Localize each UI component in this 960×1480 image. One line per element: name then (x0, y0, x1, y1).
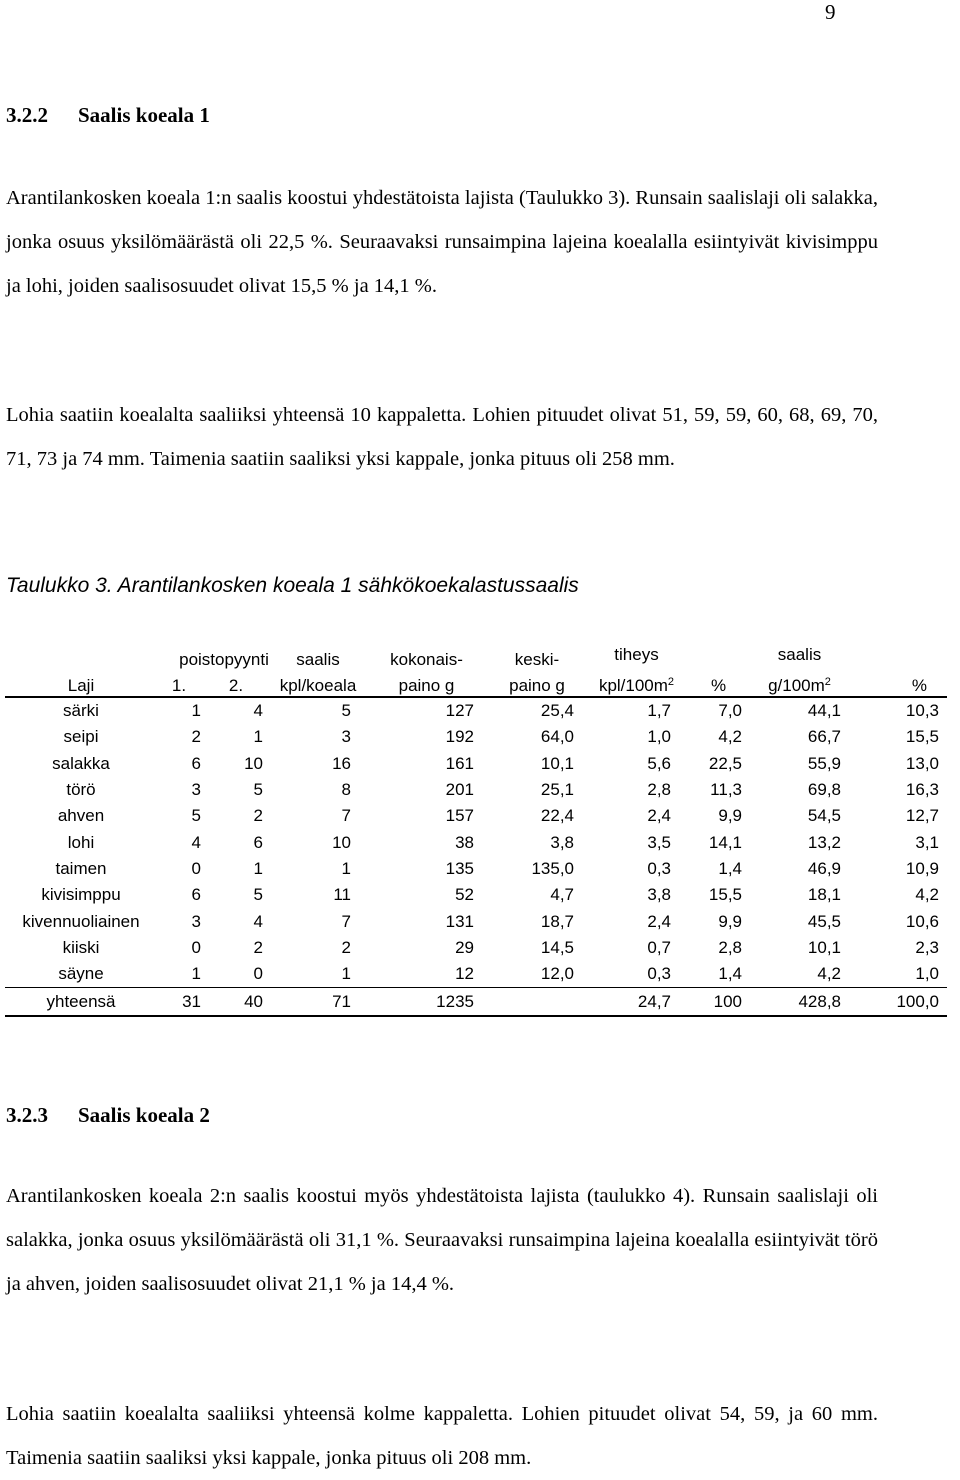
value-cell: 4,2 (817, 964, 841, 984)
value-cell: 3,8 (647, 885, 671, 905)
value-cell: 54,5 (807, 806, 841, 826)
value-cell: 3,5 (647, 832, 671, 852)
species-cell: särki (63, 701, 99, 721)
header-cell: poistopyynti (179, 650, 269, 669)
value-cell: 428,8 (750, 988, 849, 1017)
paragraph: Lohia saatiin koealalta saaliiksi yhteensä 10 kappaletta. Lohien pituudet olivat 51, 59, 59, 60, 68, 69, 70, 71, 73 ja 74 mm. Taimenia saatiin saaliksi yksi kappale, jonka pituus oli 258 mm. (6, 404, 878, 470)
section-number: 3.2.3 (6, 1103, 48, 1127)
value-cell: 11 (333, 885, 351, 905)
value-cell: 1 (253, 727, 263, 747)
value-cell: 0 (191, 937, 201, 957)
value-cell: 18,1 (807, 885, 841, 905)
header-cell: kpl/$100m^2$ (586, 670, 687, 697)
table-row (5, 697, 947, 724)
value-cell: 9,9 (718, 911, 742, 931)
value-cell: 0,7 (647, 937, 671, 957)
value-cell: 13,2 (807, 832, 841, 852)
header-cell (849, 640, 947, 670)
value-cell: 1,7 (647, 701, 671, 721)
value-cell: 16 (332, 753, 351, 773)
value-cell: 100,0 (849, 988, 947, 1017)
value-cell: 7,0 (718, 701, 742, 721)
section-heading-3-2-2 (6, 103, 210, 128)
value-cell: 71 (271, 988, 365, 1017)
value-cell: 15,5 (905, 727, 939, 747)
species-cell: kivisimppu (41, 885, 121, 905)
header-cell: saalis (777, 645, 822, 664)
value-cell: 44,1 (807, 701, 841, 721)
header-cell: % (687, 670, 750, 697)
value-cell: 1235 (365, 988, 488, 1017)
table-row (5, 935, 947, 961)
species-cell: kivennuoliainen (22, 911, 140, 931)
table-row (5, 803, 947, 829)
table-header-row (5, 640, 947, 670)
table-caption: Taulukko 3. Arantilankosken koeala 1 sähkökoekalastussaalis (6, 574, 579, 597)
species-cell: seipi (63, 727, 99, 747)
header-cell: 1. (157, 670, 201, 697)
value-cell: 4,2 (718, 727, 742, 747)
value-cell: 2,8 (647, 780, 671, 800)
species-cell: taimen (55, 858, 107, 878)
value-cell: 5 (253, 885, 263, 905)
value-cell: 10,6 (905, 911, 939, 931)
value-cell: 1 (191, 701, 201, 721)
species-cell: törö (66, 780, 96, 800)
value-cell: 14,1 (708, 832, 742, 852)
value-cell: 24,7 (586, 988, 687, 1017)
header-cell: paino g (488, 670, 586, 697)
value-cell: 4,7 (550, 885, 574, 905)
section-title: Saalis koeala 2 (78, 1103, 210, 1127)
value-cell: 1,0 (915, 964, 939, 984)
header-cell: 2. (201, 670, 271, 697)
header-cell: kokonais- (390, 650, 463, 669)
value-cell: 4 (191, 832, 201, 852)
table-total-row (5, 988, 947, 1017)
value-cell: 0,3 (647, 858, 671, 878)
value-cell: 52 (455, 885, 474, 905)
value-cell: 9,9 (718, 806, 742, 826)
value-cell: 135,0 (531, 858, 574, 878)
value-cell: 5,6 (647, 753, 671, 773)
value-cell: 3,8 (550, 832, 574, 852)
value-cell: 55,9 (807, 753, 841, 773)
paragraph: Arantilankosken koeala 1:n saalis koostui yhdestätoista lajista (Taulukko 3). Runsain saalislaji oli salakka, jonka osuus yksilömäärästä oli 22,5 %. Seuraavaksi runsaimpina lajeina koealalla esiintyivät kivisimppu ja lohi, joiden saalisosuudet olivat 15,5 % ja 14,1 %. (6, 187, 878, 297)
table-row (5, 751, 947, 777)
value-cell: 40 (201, 988, 271, 1017)
value-cell: 11,3 (710, 780, 742, 800)
value-cell: 10,1 (807, 937, 841, 957)
table-row (5, 961, 947, 988)
value-cell: 10 (332, 832, 351, 852)
value-cell: 2,3 (915, 937, 939, 957)
table-row (5, 882, 947, 908)
header-cell: tiheys (614, 645, 659, 664)
value-cell: 12,0 (540, 964, 574, 984)
value-cell: 7 (341, 911, 351, 931)
value-cell: 201 (445, 780, 474, 800)
species-cell: salakka (52, 753, 110, 773)
value-cell: 1,0 (647, 727, 671, 747)
table-header-row (5, 670, 947, 697)
section-heading-3-2-3 (6, 1103, 210, 1128)
value-cell: 2,8 (718, 937, 742, 957)
value-cell: 1 (191, 964, 201, 984)
value-cell: 14,5 (540, 937, 574, 957)
value-cell: 192 (445, 727, 474, 747)
value-cell: 135 (445, 858, 474, 878)
value-cell: 5 (253, 780, 263, 800)
value-cell: 2 (191, 727, 201, 747)
value-cell: 6 (191, 753, 201, 773)
value-cell: 10,9 (905, 858, 939, 878)
value-cell: 10 (244, 753, 263, 773)
header-cell: Laji (5, 670, 157, 697)
species-cell: säyne (58, 964, 104, 984)
catch-table (5, 640, 947, 1017)
value-cell: 10,3 (905, 701, 939, 721)
value-cell: 29 (455, 937, 474, 957)
table-row (5, 777, 947, 803)
page-number: 9 (825, 0, 836, 24)
header-cell (5, 640, 157, 670)
value-cell: 18,7 (540, 911, 574, 931)
value-cell: 5 (341, 701, 351, 721)
species-cell: kiiski (62, 937, 100, 957)
value-cell: 4 (253, 701, 263, 721)
table-row (5, 724, 947, 750)
value-cell: 0,3 (647, 964, 671, 984)
value-cell: 4,2 (915, 885, 939, 905)
value-cell (488, 988, 586, 1017)
species-cell: ahven (57, 806, 105, 826)
value-cell: 4 (253, 911, 263, 931)
value-cell: 157 (445, 806, 474, 826)
value-cell: 2 (253, 806, 263, 826)
value-cell: 31 (157, 988, 201, 1017)
header-cell: keski- (514, 650, 560, 669)
header-cell: kpl/koeala (271, 670, 365, 697)
value-cell: 13,0 (905, 753, 939, 773)
value-cell: 22,4 (540, 806, 574, 826)
header-cell: paino g (365, 670, 488, 697)
table-row (5, 829, 947, 855)
value-cell: 2,4 (647, 806, 671, 826)
value-cell: 46,9 (807, 858, 841, 878)
value-cell: 1,4 (718, 858, 742, 878)
value-cell: 22,5 (708, 753, 742, 773)
value-cell: 6 (191, 885, 201, 905)
value-cell: 6 (253, 832, 263, 852)
header-cell: saalis (296, 650, 340, 669)
value-cell: 127 (445, 701, 474, 721)
value-cell: 1 (253, 858, 263, 878)
paragraph: Arantilankosken koeala 2:n saalis koostui myös yhdestätoista lajista (taulukko 4). Runsain saalislaji oli salakka, jonka osuus yksilömäärästä oli 31,1 %. Seuraavaksi runsaimpina lajeina koealalla esiintyivät törö ja ahven, joiden saalisosuudet olivat 21,1 % ja 14,4 %. (6, 1185, 878, 1295)
header-cell: % (849, 670, 947, 697)
paragraph: Lohia saatiin koealalta saaliiksi yhteensä kolme kappaletta. Lohien pituudet olivat 54, 59, ja 60 mm. Taimenia saatiin saaliksi yksi kappale, jonka pituus oli 208 mm. (6, 1403, 878, 1469)
header-cell (687, 640, 750, 670)
table-row (5, 908, 947, 934)
species-cell: lohi (67, 832, 95, 852)
value-cell: 0 (191, 858, 201, 878)
value-cell: 2 (341, 937, 351, 957)
value-cell: 3 (191, 780, 201, 800)
value-cell: 12 (455, 964, 474, 984)
value-cell: 1,4 (718, 964, 742, 984)
value-cell: 1 (341, 964, 351, 984)
value-cell: 2,4 (647, 911, 671, 931)
value-cell: 0 (253, 964, 263, 984)
value-cell: 8 (341, 780, 351, 800)
value-cell: 3,1 (915, 832, 939, 852)
value-cell: 45,5 (807, 911, 841, 931)
value-cell: 25,4 (540, 701, 574, 721)
section-title: Saalis koeala 1 (78, 103, 210, 127)
value-cell: 161 (445, 753, 474, 773)
value-cell: 25,1 (540, 780, 574, 800)
value-cell: 10,1 (540, 753, 574, 773)
value-cell: 66,7 (807, 727, 841, 747)
section-number: 3.2.2 (6, 103, 48, 127)
value-cell: 131 (445, 911, 474, 931)
value-cell: 64,0 (540, 727, 574, 747)
value-cell: 3 (191, 911, 201, 931)
value-cell: 16,3 (905, 780, 939, 800)
value-cell: 69,8 (807, 780, 841, 800)
value-cell: 15,5 (708, 885, 742, 905)
species-cell: yhteensä (5, 988, 157, 1017)
value-cell: 5 (191, 806, 201, 826)
value-cell: 38 (455, 832, 474, 852)
value-cell: 2 (253, 937, 263, 957)
value-cell: 7 (341, 806, 351, 826)
value-cell: 1 (341, 858, 351, 878)
value-cell: 12,7 (905, 806, 939, 826)
value-cell: 100 (687, 988, 750, 1017)
header-cell: $g/100m^2$ (750, 670, 849, 697)
table-row (5, 856, 947, 882)
value-cell: 3 (341, 727, 351, 747)
